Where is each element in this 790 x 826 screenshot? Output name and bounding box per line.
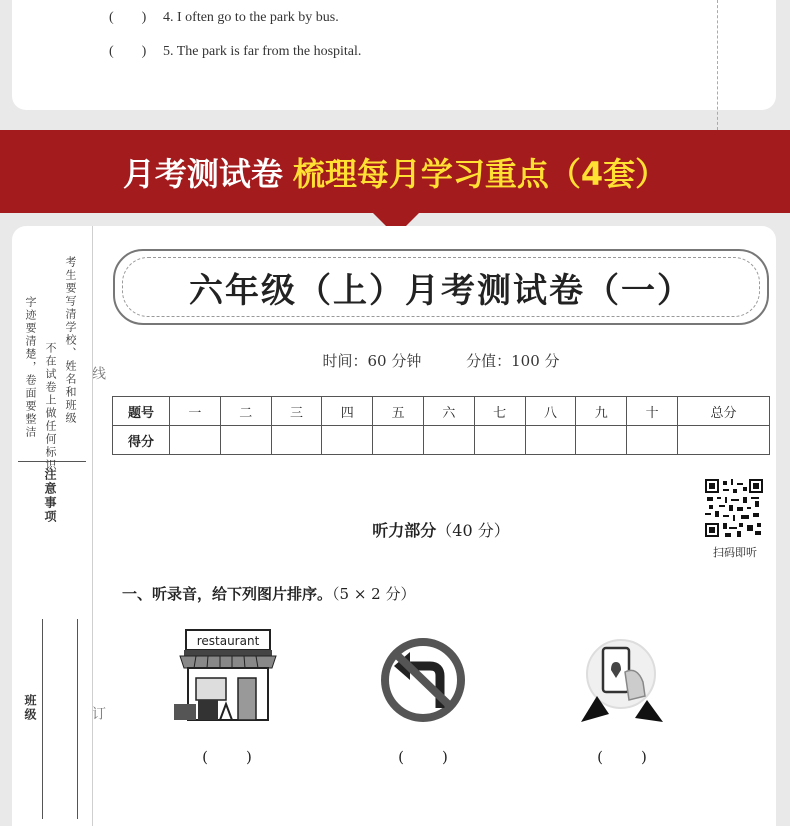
no-left-turn-icon [368, 626, 478, 726]
score-cell[interactable] [423, 426, 474, 455]
previous-page-card [12, 0, 776, 110]
question-4: ( ) 4. I often go to the park by bus. [109, 10, 339, 25]
exam-title: 六年级（上）月考测试卷（一） [189, 270, 693, 311]
banner-subtitle: 梳理每月学习重点（4套） [292, 154, 668, 193]
score-cell[interactable] [474, 426, 525, 455]
column-header: 六 [423, 397, 474, 426]
binding-label: 订 [90, 706, 106, 722]
score-cell[interactable] [373, 426, 424, 455]
score-cell[interactable] [525, 426, 576, 455]
score-table [112, 396, 770, 455]
score-cell[interactable] [627, 426, 678, 455]
column-header: 一 [170, 397, 221, 426]
score-cell[interactable] [322, 426, 373, 455]
class-field [42, 619, 78, 819]
column-header: 四 [322, 397, 373, 426]
column-header: 五 [373, 397, 424, 426]
table-row [113, 397, 770, 426]
phone-map-icon [567, 626, 677, 726]
note-2: 不在试卷上做任何标识 [44, 342, 57, 472]
score-cell[interactable] [677, 426, 769, 455]
score-cell[interactable] [220, 426, 271, 455]
column-header: 九 [576, 397, 627, 426]
column-header: 八 [525, 397, 576, 426]
time-limit: 时间：60 分钟 [322, 352, 422, 370]
listening-section-title: 听力部分（40 分） [372, 521, 510, 540]
exam-meta [113, 350, 769, 371]
class-label: 班级 [23, 694, 37, 722]
answer-slot-2[interactable]: ( ) [398, 748, 448, 766]
column-header: 二 [220, 397, 271, 426]
exam-paper [12, 226, 776, 826]
column-header: 三 [271, 397, 322, 426]
column-header: 十 [627, 397, 678, 426]
side-binding-column [12, 226, 106, 826]
cut-line-label: 线 [90, 366, 106, 382]
question-1-heading: 一、听录音，给下列图片排序。（5 × 2 分） [122, 585, 416, 603]
restaurant-sign-text: restaurant [196, 634, 260, 648]
note-3: 字迹要清楚，卷面要整洁 [24, 296, 37, 439]
restaurant-icon [172, 626, 282, 726]
total-score: 分值：100 分 [466, 352, 560, 370]
column-header: 七 [474, 397, 525, 426]
score-cell[interactable] [271, 426, 322, 455]
notes-title: 注意事项 [43, 468, 57, 524]
score-cell[interactable] [576, 426, 627, 455]
row-label-question: 题号 [113, 397, 170, 426]
answer-slot-1[interactable]: ( ) [202, 748, 252, 766]
score-cell[interactable] [170, 426, 221, 455]
answer-slot-3[interactable]: ( ) [597, 748, 647, 766]
row-label-score: 得分 [113, 426, 170, 455]
binding-line [717, 0, 728, 130]
table-row [113, 426, 770, 455]
note-1: 考生要写清学校、姓名和班级 [64, 256, 77, 425]
column-header: 总分 [677, 397, 769, 426]
banner-title: 月考测试卷 [122, 154, 283, 193]
qr-caption: 扫码即听 [713, 546, 757, 559]
promo-banner [0, 130, 790, 213]
title-frame [113, 249, 769, 325]
question-5: ( ) 5. The park is far from the hospital. [109, 44, 362, 59]
